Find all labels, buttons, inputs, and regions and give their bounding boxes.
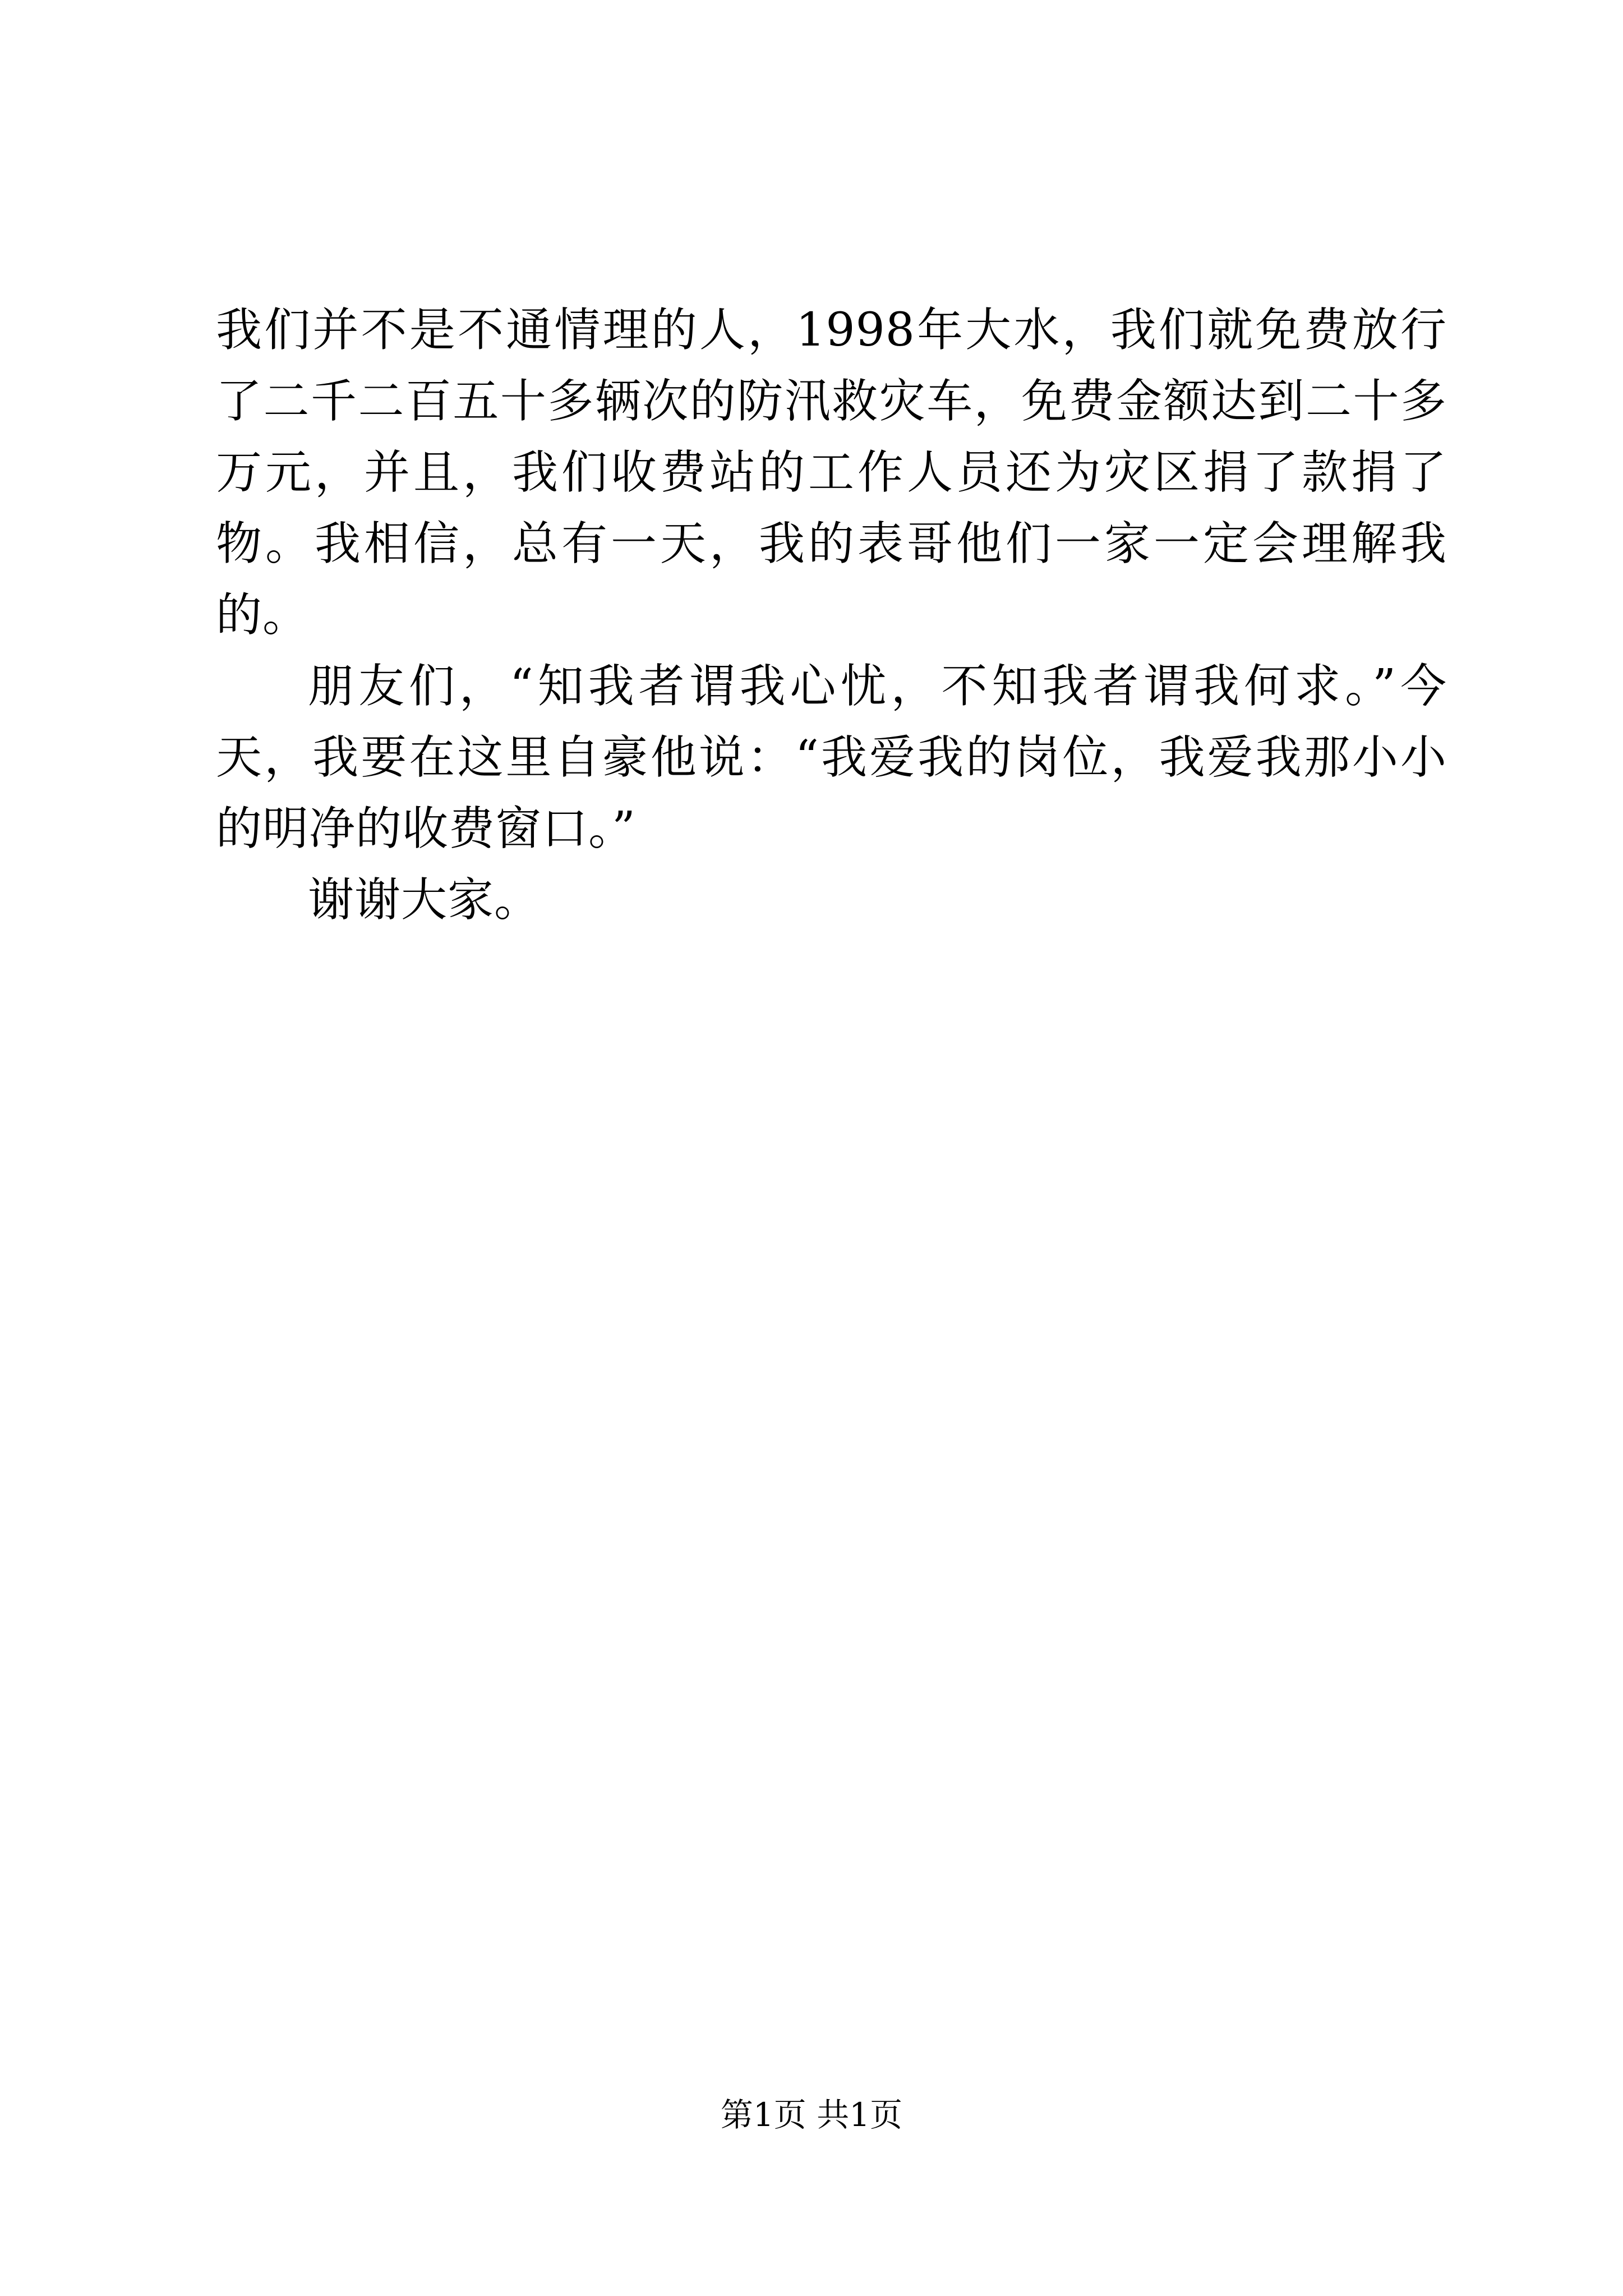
- page-number-footer: 第1页 共1页: [720, 2096, 903, 2134]
- paragraph-1: 我们并不是不通情理的人，1998年大水，我们就免费放行了二千二百五十多辆次的防汛救灾车，免费金额达到二十多万元，并且，我们收费站的工作人员还为灾区捐了款捐了物。我相信，总有一天，我的表哥他们一家一定会理解我的。: [216, 303, 1447, 642]
- document-body: [216, 295, 1447, 936]
- paragraph-2: 朋友们，“知我者谓我心忧，不知我者谓我何求。”今天，我要在这里自豪他说：“我爱我的岗位，我爱我那小小的明净的收费窗口。”: [216, 660, 1447, 855]
- paragraph-3: 谢谢大家。: [308, 873, 541, 927]
